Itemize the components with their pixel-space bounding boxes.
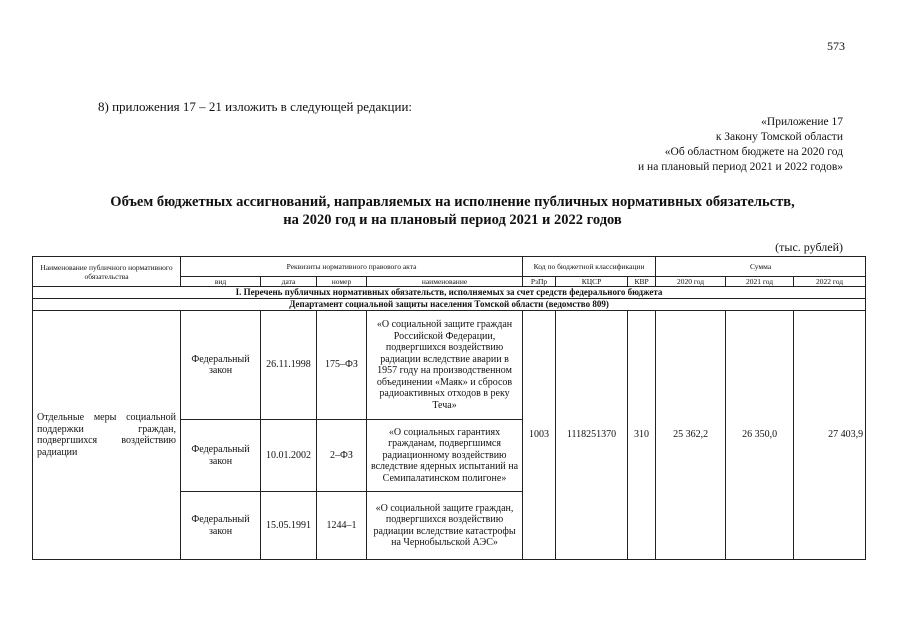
header-date: дата (261, 277, 317, 287)
appendix-header (638, 115, 843, 175)
act-type: Федеральный закон (181, 311, 261, 420)
sum-2021: 26 350,0 (726, 311, 794, 560)
obligation-name: Отдельные меры социальной поддержки граждан, подвергшихся воздействию радиации (33, 311, 181, 560)
header-2020: 2020 год (656, 277, 726, 287)
act-type: Федеральный закон (181, 420, 261, 492)
header-name: Наименование публичного нормативного обязательства (33, 257, 181, 287)
header-2021: 2021 год (726, 277, 794, 287)
act-number: 175–ФЗ (317, 311, 367, 420)
header-kcsr: КЦСР (556, 277, 628, 287)
page-number: 573 (827, 39, 845, 53)
header-act-name: наименование (367, 277, 523, 287)
units-label: (тыс. рублей) (775, 240, 843, 254)
obligations-table (32, 256, 866, 560)
header-sum: Сумма (656, 257, 866, 277)
act-number: 1244–1 (317, 492, 367, 560)
title-line: на 2020 год и на плановый период 2021 и 2022 годов (283, 212, 622, 228)
header-rzpr: РзПр (523, 277, 556, 287)
header-requisites: Реквизиты нормативного правового акта (181, 257, 523, 277)
title-line: Объем бюджетных ассигнований, направляемых на исполнение публичных нормативных обязательств, (110, 194, 795, 210)
department-heading: Департамент социальной защиты населения Томской области (ведомство 809) (33, 299, 866, 311)
code-kcsr: 1118251370 (556, 311, 628, 560)
header-budget-code: Код по бюджетной классификации (523, 257, 656, 277)
act-type: Федеральный закон (181, 492, 261, 560)
sum-2022: 27 403,9 (794, 311, 866, 560)
header-kvr: КВР (628, 277, 656, 287)
code-kvr: 310 (628, 311, 656, 560)
act-name: «О социальных гарантиях гражданам, подвергшимся радиационному воздействию вследствие ядерных испытаний на Семипалатинском полигоне» (367, 420, 523, 492)
document-title (40, 193, 865, 229)
act-date: 10.01.2002 (261, 420, 317, 492)
appendix-line: и на плановый период 2021 и 2022 годов» (638, 161, 843, 173)
header-2022: 2022 год (794, 277, 866, 287)
appendix-line: «Приложение 17 (761, 116, 843, 128)
act-name: «О социальной защите граждан, подвергшихся воздействию радиации вследствие катастрофы на Чернобыльской АЭС» (367, 492, 523, 560)
act-name: «О социальной защите граждан Российской Федерации, подвергшихся воздействию радиации вследствие аварии в 1957 году на производственном объединении «Маяк» и сбросов радиоактивных отходов в реку Теча» (367, 311, 523, 420)
act-date: 26.11.1998 (261, 311, 317, 420)
sum-2020: 25 362,2 (656, 311, 726, 560)
header-type: вид (181, 277, 261, 287)
intro-text: 8) приложения 17 – 21 изложить в следующей редакции: (98, 99, 413, 114)
header-number: номер (317, 277, 367, 287)
appendix-line: «Об областном бюджете на 2020 год (664, 146, 843, 158)
appendix-line: к Закону Томской области (715, 131, 843, 143)
act-date: 15.05.1991 (261, 492, 317, 560)
code-rzpr: 1003 (523, 311, 556, 560)
act-number: 2–ФЗ (317, 420, 367, 492)
section-heading: I. Перечень публичных нормативных обязательств, исполняемых за счет средств федерального бюджета (33, 287, 866, 299)
